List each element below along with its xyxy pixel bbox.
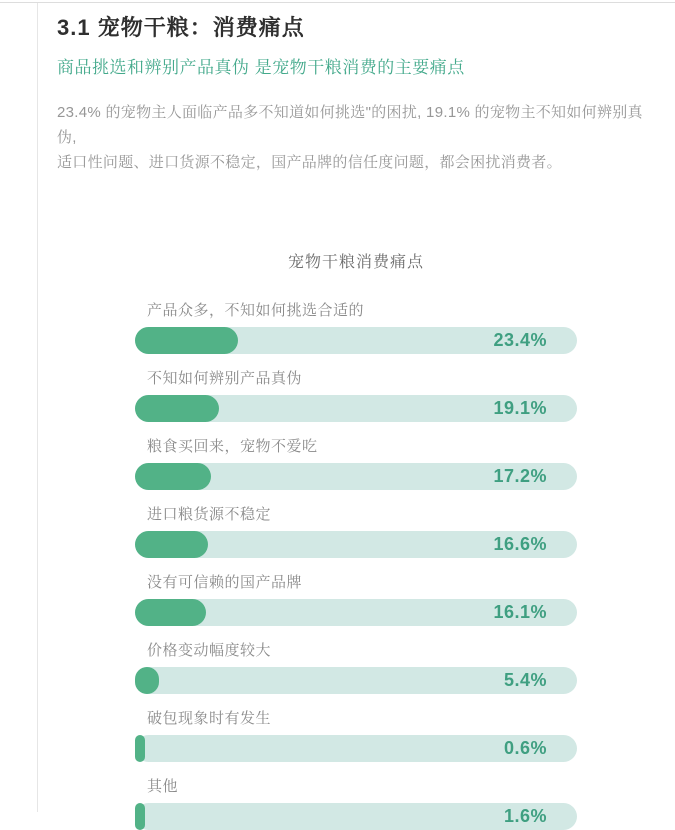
- bar-rows: [135, 301, 577, 830]
- bar-value-label: 23.4%: [493, 330, 547, 350]
- section-subtitle: 商品挑选和辨别产品真伪 是宠物干粮消费的主要痛点: [57, 58, 465, 77]
- chart-title: 宠物干粮消费痛点: [287, 254, 424, 271]
- body-line-1: 23.4% 的宠物主人面临产品多不知道如何挑选"的困扰, 19.1% 的宠物主不知如何辨别真伪,: [57, 104, 643, 146]
- body-line-2: 适口性问题、进口货源不稳定，国产品牌的信任度问题，都会困扰消费者。: [57, 154, 562, 171]
- bar-category-label: 不知如何辨别产品真伪: [147, 370, 303, 387]
- bar-fill: [135, 803, 145, 830]
- bar-category-label: 破包现象时有发生: [147, 710, 272, 727]
- bar-fill: [135, 667, 159, 694]
- bar-category-label: 其他: [147, 778, 179, 795]
- bar-category-label: 进口粮货源不稳定: [147, 506, 272, 523]
- bar-track: [135, 327, 577, 354]
- bar-chart: [135, 253, 577, 830]
- bar-category-label: 产品众多，不知如何挑选合适的: [147, 302, 365, 319]
- bar-value-label: 16.6%: [493, 534, 547, 554]
- bar-track: [135, 531, 577, 558]
- bar-value-label: 19.1%: [493, 398, 547, 418]
- bar-fill: [135, 735, 145, 762]
- bar-fill: [135, 599, 206, 626]
- bar-track: [135, 463, 577, 490]
- bar-fill: [135, 395, 219, 422]
- bar-track: [135, 803, 577, 830]
- bar-row: [135, 641, 577, 694]
- top-divider: [0, 2, 675, 3]
- bar-track: [135, 735, 577, 762]
- bar-value-label: 5.4%: [503, 670, 547, 690]
- bar-row: [135, 369, 577, 422]
- bar-category-label: 价格变动幅度较大: [147, 642, 272, 659]
- bar-fill: [135, 463, 211, 490]
- bar-fill: [135, 327, 238, 354]
- bar-value-label: 0.6%: [503, 738, 547, 758]
- bar-row: [135, 301, 577, 354]
- bar-track: [135, 395, 577, 422]
- bar-row: [135, 505, 577, 558]
- bar-row: [135, 573, 577, 626]
- bar-category-label: 没有可信赖的国产品牌: [147, 574, 303, 591]
- bar-value-label: 16.1%: [493, 602, 547, 622]
- bar-category-label: 粮食买回来，宠物不爱吃: [147, 438, 318, 455]
- bar-value-label: 17.2%: [493, 466, 547, 486]
- bar-row: [135, 777, 577, 830]
- section-title: 3.1 宠物干粮：消费痛点: [57, 15, 305, 40]
- bar-track: [135, 599, 577, 626]
- left-page-edge-line: [37, 3, 38, 812]
- bar-track: [135, 667, 577, 694]
- bar-row: [135, 437, 577, 490]
- bar-fill: [135, 531, 208, 558]
- body-paragraph: [57, 100, 645, 175]
- bar-value-label: 1.6%: [503, 806, 547, 826]
- bar-row: [135, 709, 577, 762]
